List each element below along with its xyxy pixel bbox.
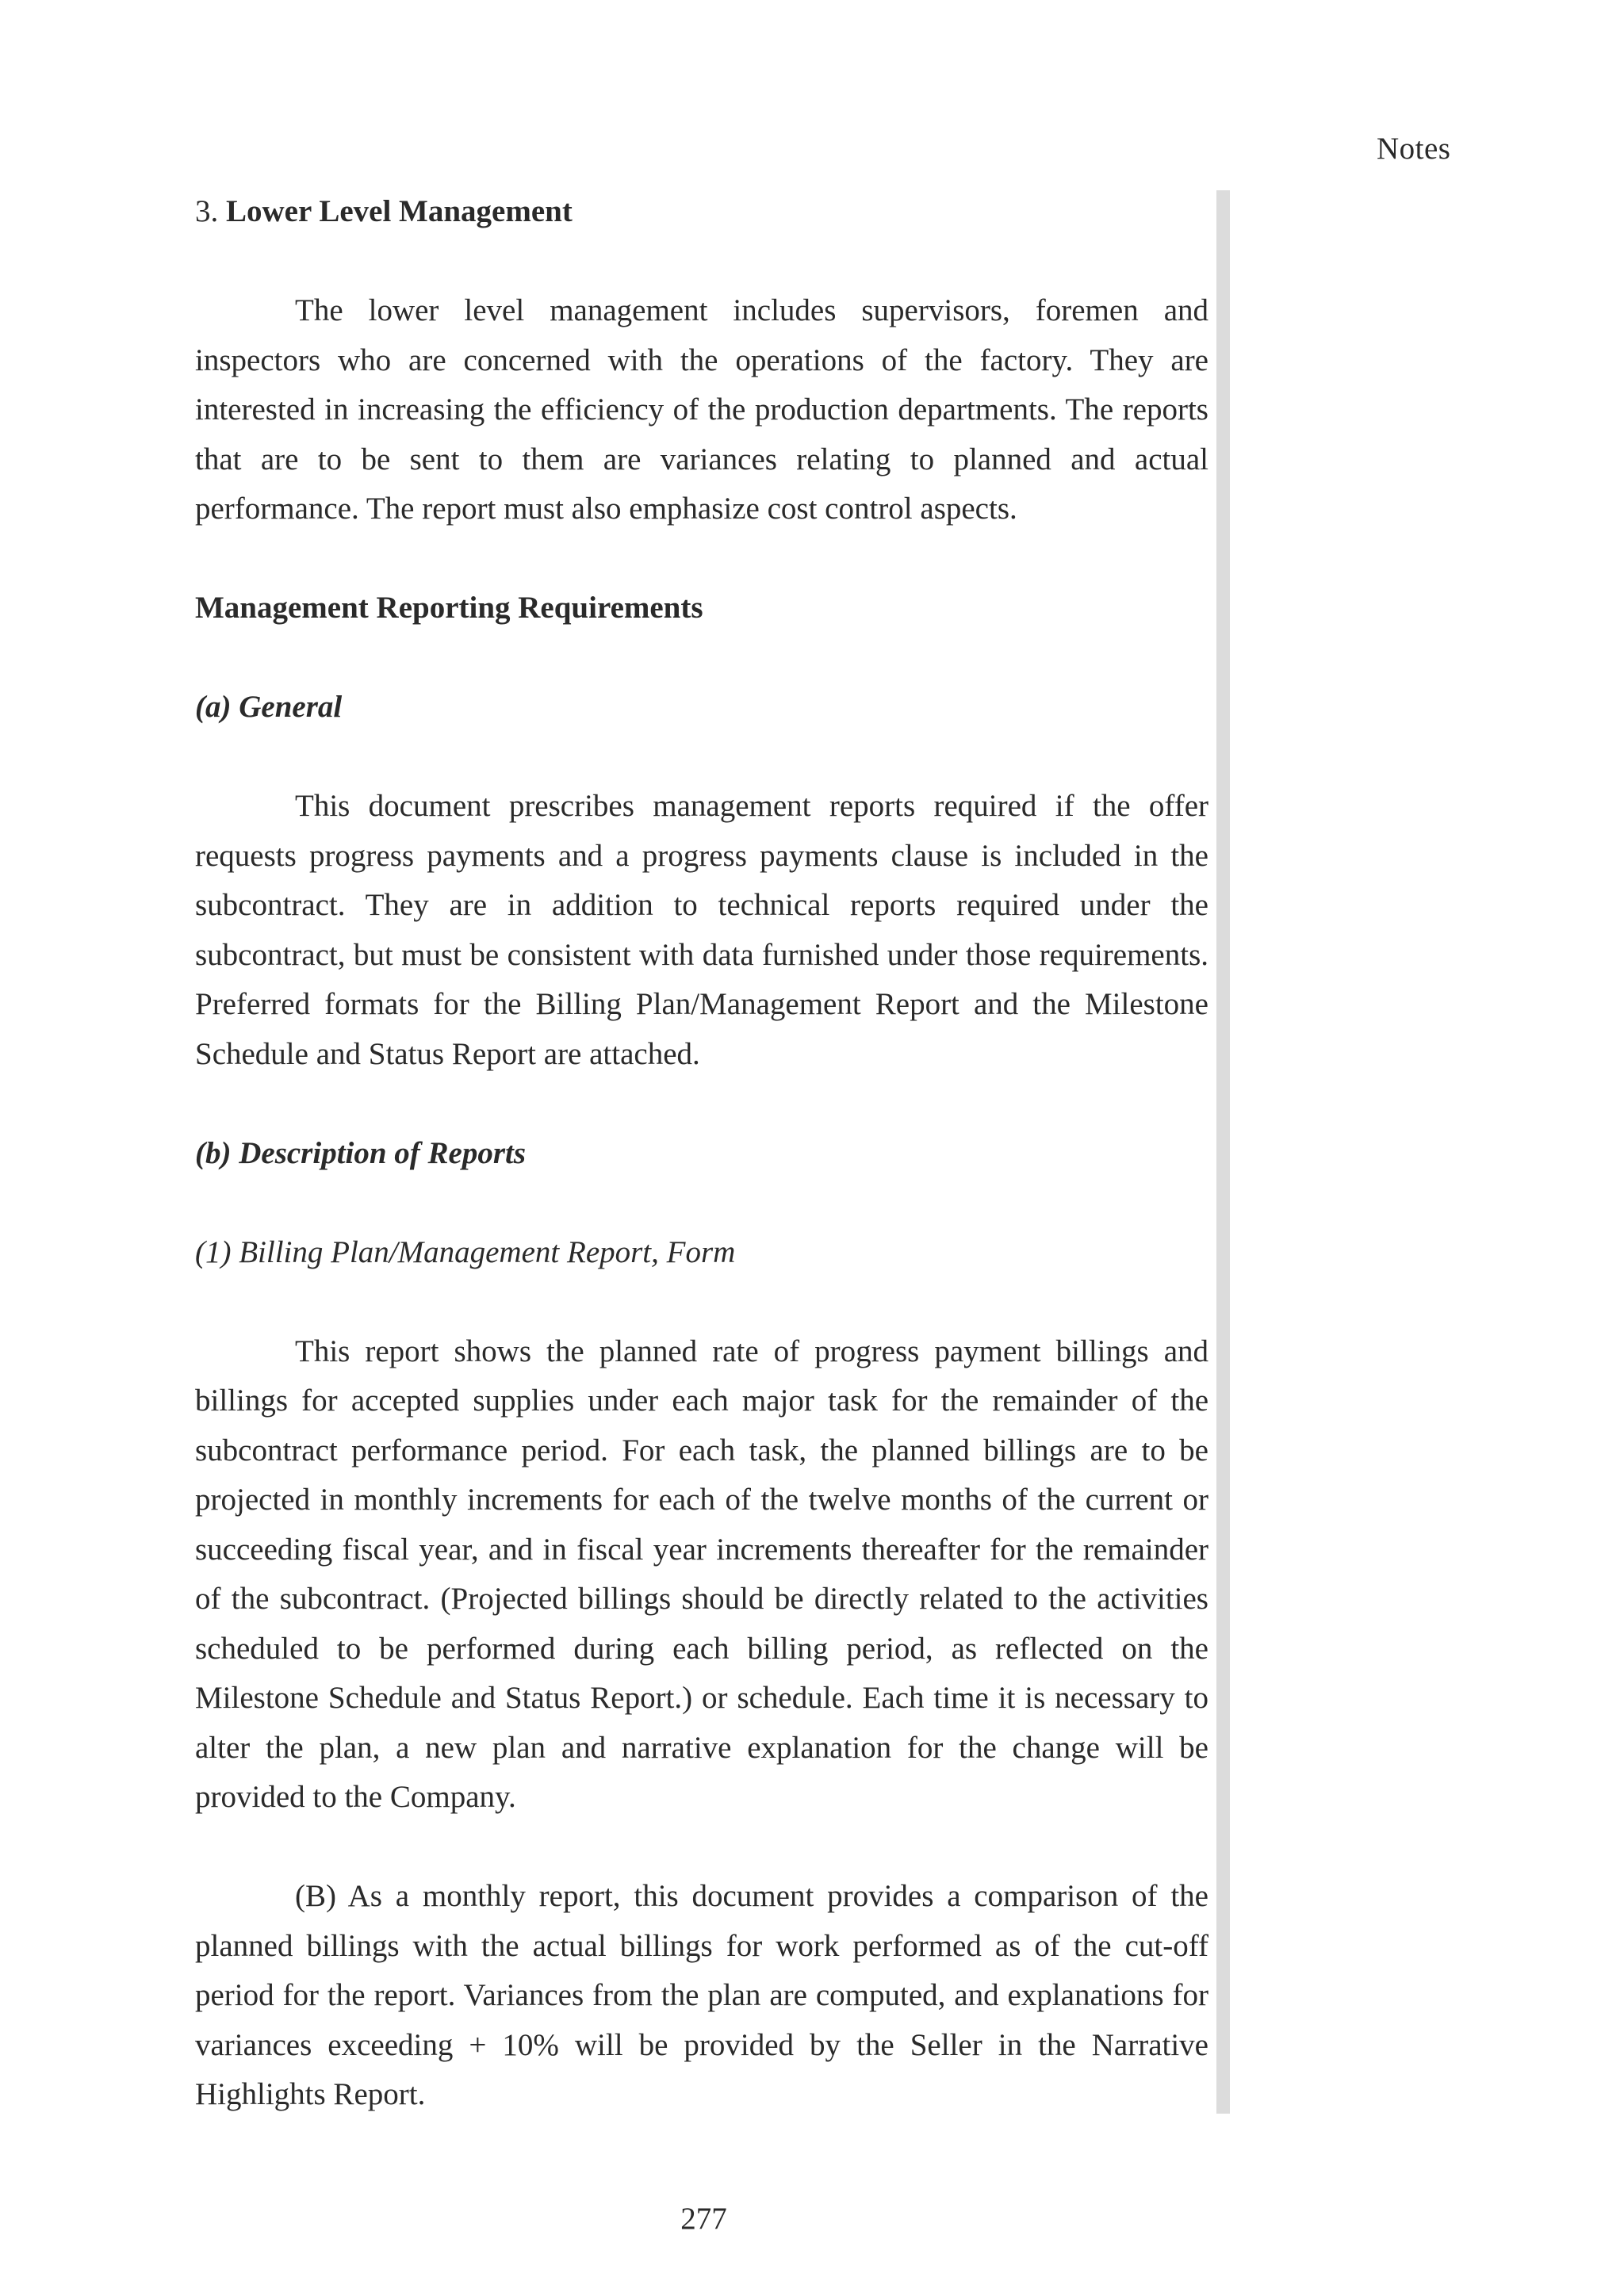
page-content [195, 187, 1208, 2120]
billing-plan-subheading: (1) Billing Plan/Management Report, Form [195, 1234, 736, 1269]
description-heading: (b) Description of Reports [195, 1135, 527, 1170]
general-heading: (a) General [195, 690, 343, 724]
management-reporting-heading: Management Reporting Requirements [195, 591, 703, 625]
lower-level-paragraph: The lower level management includes supervisors, foremen and inspectors who are concerned with the operations of the factory. They are interested in increasing the efficiency of the production departments. The reports that are to be sent to them are variances relating to planned and actual performance. The report must also emphasize cost control aspects. [195, 293, 1208, 526]
page-number: 277 [680, 2202, 727, 2236]
monthly-report-paragraph: (B) As a monthly report, this document provides a comparison of the planned billings with the actual billings for work performed as of the cut-off period for the report. Variances from the plan are computed, and explanations for variances exceeding + 10% will be provided by the Seller in the Narrative Highlights Report. [195, 1879, 1208, 2111]
general-paragraph: This document prescribes management reports required if the offer requests progress payments and a progress payments clause is included in the subcontract. They are in addition to technical reports required under the subcontract, but must be consistent with data furnished under those requirements. Preferred formats for the Billing Plan/Management Report and the Milestone Schedule and Status Report are attached. [195, 789, 1208, 1071]
section-heading [195, 187, 1208, 237]
margin-note: Notes [1377, 132, 1451, 166]
margin-bar [1216, 190, 1230, 2114]
billing-plan-paragraph: This report shows the planned rate of progress payment billings and billings for accepted supplies under each major task for the remainder of the subcontract performance period. For each task, the planned billings are to be projected in monthly increments for each of the twelve months of the current or succeeding fiscal year, and in fiscal year increments thereafter for the remainder of the subcontract. (Projected billings should be directly related to the activities scheduled to be performed during each billing period, as reflected on the Milestone Schedule and Status Report.) or schedule. Each time it is necessary to alter the plan, a new plan and narrative explanation for the change will be provided to the Company. [195, 1334, 1208, 1814]
section-number: 3. [195, 194, 219, 228]
section-title: Lower Level Management [226, 194, 573, 228]
